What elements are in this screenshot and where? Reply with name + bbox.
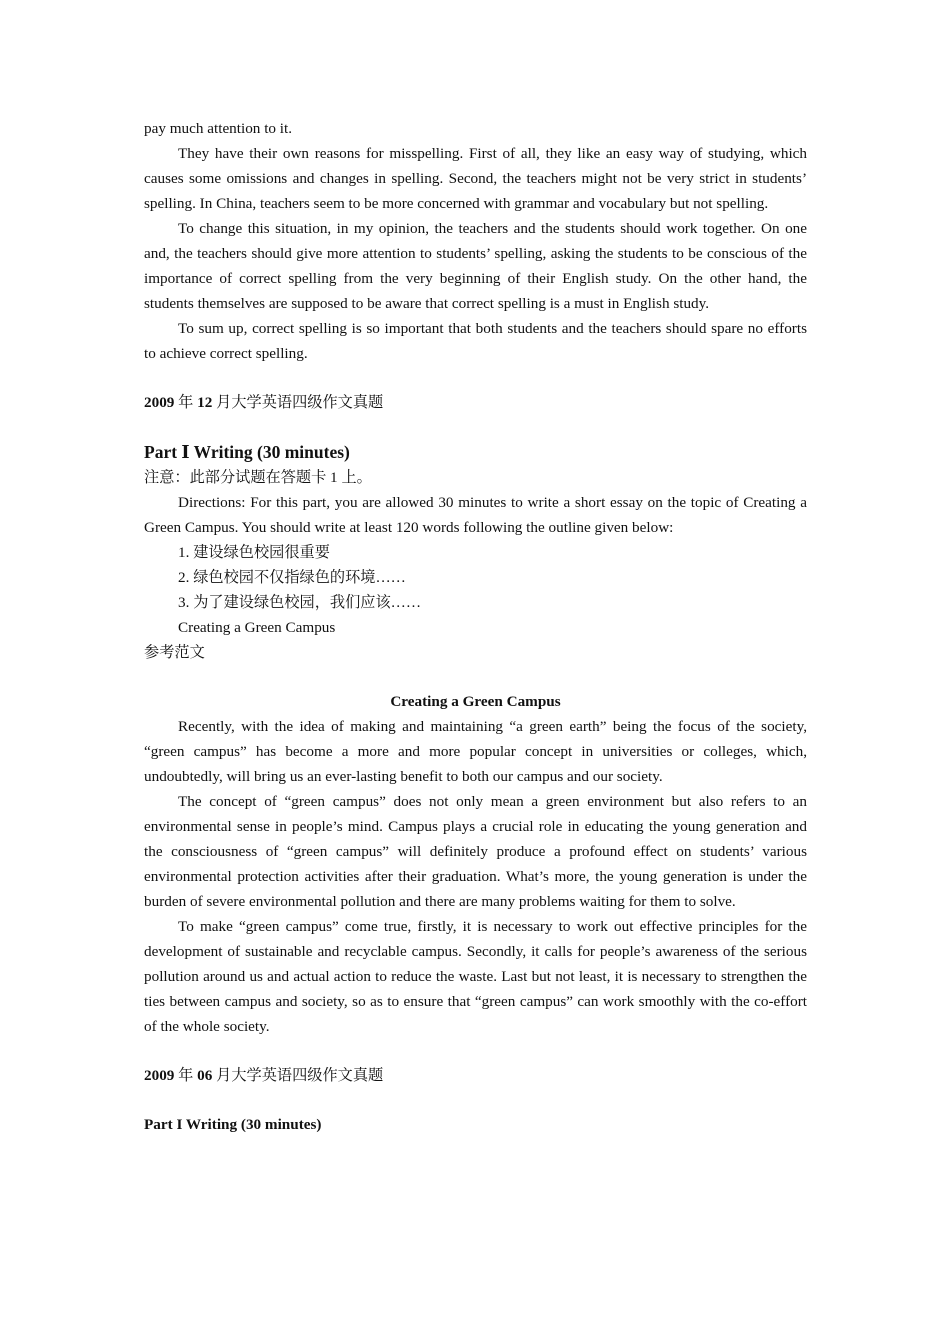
note-text: 注意：此部分试题在答题卡 1 上。 — [144, 469, 372, 486]
essay-topic: Creating a Green Campus — [178, 619, 336, 636]
document-page — [144, 116, 807, 1137]
paragraph-reasons: They have their own reasons for misspelling. First of all, they like an easy way of studying, which causes some omissions and changes in spelling. Second, the teachers might not be very strict in students’ spelling. In China, teachers seem to be more concerned with grammar and vocabulary but not spelling. — [144, 145, 807, 212]
heading-title-cn: 月大学英语四级作文真题 — [216, 394, 384, 411]
sample-label: 参考范文 — [144, 644, 205, 661]
heading-year-suffix: 年 — [178, 1067, 194, 1084]
essay-title: Creating a Green Campus — [390, 693, 561, 710]
paragraph-continuation: pay much attention to it. — [144, 120, 293, 137]
heading-title-cn: 月大学英语四级作文真题 — [216, 1067, 384, 1084]
heading-month: 06 — [197, 1067, 213, 1084]
essay-paragraph-1: Recently, with the idea of making and maintaining “a green earth” being the focus of the society, “green campus” has become a more and more popular concept in universities or colleges, which, undoubtedly, will bring us an ever-lasting benefit to both our campus and our society. — [144, 718, 807, 785]
part-heading-2009-06: Part I Writing (30 minutes) — [144, 1116, 322, 1133]
outline-item-1: 1. 建设绿色校园很重要 — [178, 544, 330, 561]
heading-year: 2009 — [144, 394, 175, 411]
heading-month: 12 — [197, 394, 213, 411]
heading-year: 2009 — [144, 1067, 175, 1084]
section-heading-2009-06 — [144, 1063, 807, 1088]
outline-item-2: 2. 绿色校园不仅指绿色的环境…… — [178, 569, 406, 586]
directions-text: Directions: For this part, you are allowed 30 minutes to write a short essay on the topic of Creating a Green Campus. You should write at least 120 words following the outline given below: — [144, 494, 807, 536]
outline-item-3: 3. 为了建设绿色校园，我们应该…… — [178, 594, 421, 611]
paragraph-sum: To sum up, correct spelling is so important that both students and the teachers should spare no efforts to achieve correct spelling. — [144, 320, 807, 362]
section-heading-2009-12 — [144, 390, 807, 415]
essay-paragraph-3: To make “green campus” come true, firstly, it is necessary to work out effective principles for the development of sustainable and recyclable campus. Secondly, it calls for people’s awareness of the serious pollution around us and actual action to reduce the waste. Last but not least, it is necessary to strengthen the ties between campus and society, so as to ensure that “green campus” can work smoothly with the co-effort of the whole society. — [144, 918, 807, 1035]
paragraph-change: To change this situation, in my opinion, the teachers and the students should work together. On one and, the teachers should give more attention to students’ spelling, asking the students to be conscious of the importance of correct spelling from the very beginning of their English study. On the other hand, the students themselves are supposed to be aware that correct spelling is a must in English study. — [144, 220, 807, 312]
essay-paragraph-2: The concept of “green campus” does not only mean a green environment but also refers to an environmental sense in people’s mind. Campus plays a crucial role in educating the young generation and the consciousness of “green campus” will definitely produce a profound effect on students’ various environmental protection activities after their graduation. What’s more, the young generation is under the burden of severe environmental pollution and there are many problems waiting for them to solve. — [144, 793, 807, 910]
heading-year-suffix: 年 — [178, 394, 194, 411]
part-heading: Part Ⅰ Writing (30 minutes) — [144, 442, 350, 462]
